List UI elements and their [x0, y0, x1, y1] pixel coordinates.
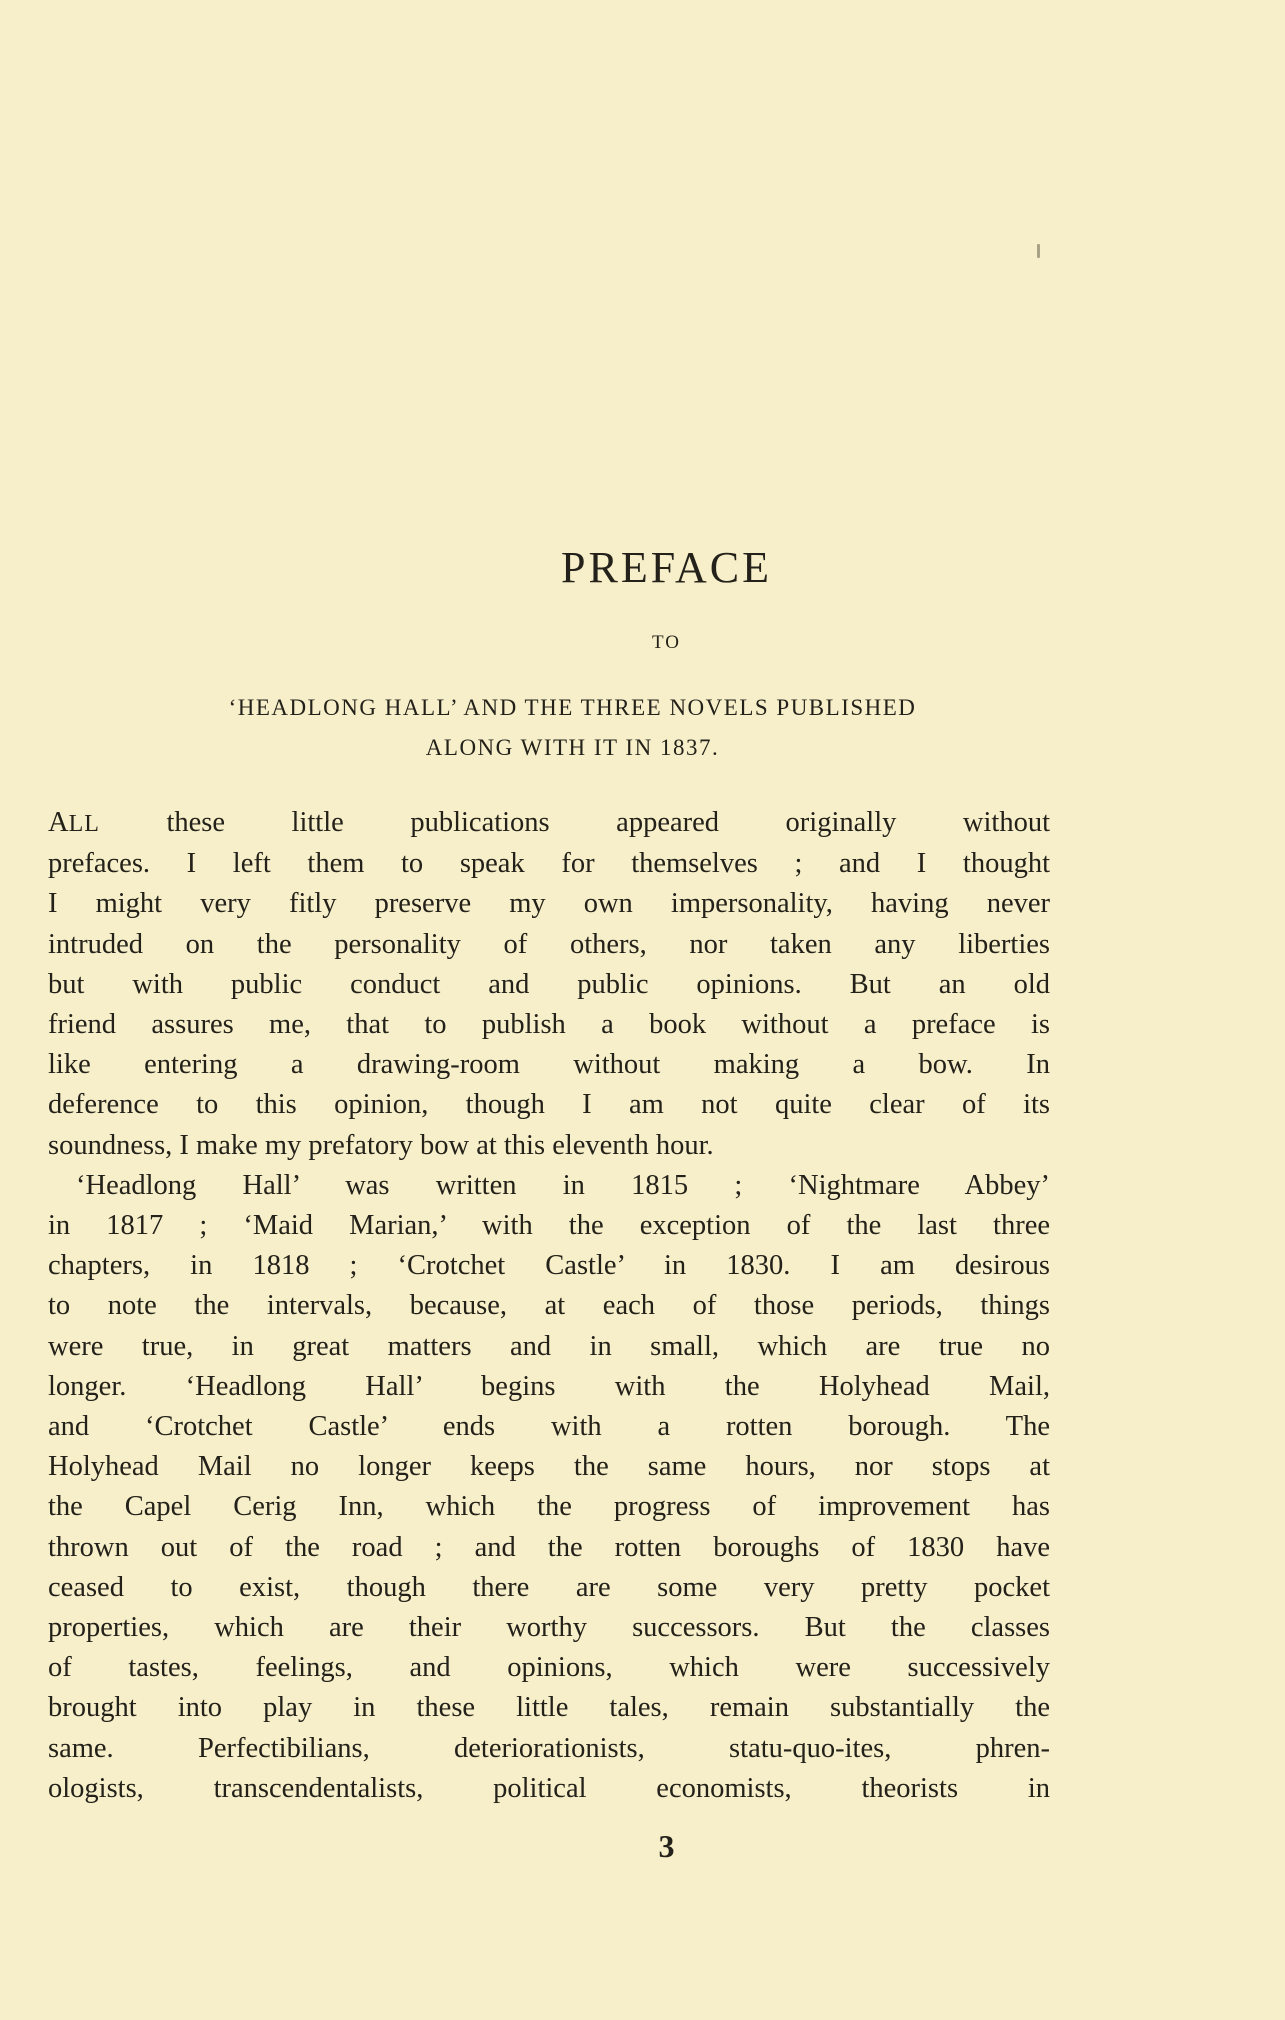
- line-text: like entering a drawing-room without making a bow. In: [48, 1049, 1050, 1081]
- text-line: [48, 1246, 1050, 1286]
- text-line: [48, 1769, 1050, 1809]
- subtitle-line-1: ‘HEADLONG HALL’ AND THE THREE NOVELS PUBLISHED: [228, 695, 917, 720]
- text-line: [48, 1045, 1050, 1085]
- text-line: [48, 1487, 1050, 1527]
- line-text: brought into play in these little tales, remain substantially the: [48, 1692, 1050, 1724]
- line-text: soundness, I make my prefatory bow at this eleventh hour.: [48, 1129, 714, 1161]
- text-line: [48, 884, 1050, 924]
- line-text: friend assures me, that to publish a book without a preface is: [48, 1009, 1050, 1041]
- drop-lead-letter: A: [48, 807, 69, 838]
- text-line: [48, 1206, 1050, 1246]
- line-text: but with public conduct and public opinions. But an old: [48, 968, 1050, 1000]
- text-line: [48, 1085, 1050, 1125]
- line-text: prefaces. I left them to speak for themselves ; and I thought: [48, 848, 1050, 880]
- line-text: thrown out of the road ; and the rotten boroughs of 1830 have: [48, 1531, 1050, 1563]
- text-line: [48, 1447, 1050, 1487]
- text-line: [48, 1568, 1050, 1608]
- line-text: same. Perfectibilians, deteriorationists, statu-quo-ites, phren-: [48, 1732, 1050, 1764]
- subtitle-line-2: ALONG WITH IT IN 1837.: [425, 735, 720, 760]
- text-line: [48, 1608, 1050, 1648]
- line-text: properties, which are their worthy successors. But the classes: [48, 1612, 1050, 1644]
- line-text: these little publications appeared originally without: [99, 807, 1050, 838]
- line-text: to note the intervals, because, at each of those periods, things: [48, 1290, 1050, 1322]
- line-text: ‘Headlong Hall’ was written in 1815 ; ‘Nightmare Abbey’: [76, 1169, 1050, 1201]
- preface-body-text: [48, 803, 1050, 1809]
- text-line: [48, 965, 1050, 1005]
- text-line: [48, 1166, 1050, 1206]
- line-text: I might very fitly preserve my own impersonality, having never: [48, 888, 1050, 920]
- page-subtitle: [70, 688, 1075, 768]
- page-title: PREFACE: [561, 543, 772, 592]
- line-text: were true, in great matters and in small, which are true no: [48, 1330, 1050, 1362]
- text-line: [48, 1286, 1050, 1326]
- line-text: chapters, in 1818 ; ‘Crotchet Castle’ in 1830. I am desirous: [48, 1250, 1050, 1282]
- paper-speck: [1037, 244, 1040, 258]
- line-text: intruded on the personality of others, nor taken any liberties: [48, 928, 1050, 960]
- line-text: in 1817 ; ‘Maid Marian,’ with the exception of the last three: [48, 1210, 1050, 1242]
- text-line: [48, 1407, 1050, 1447]
- line-text: longer. ‘Headlong Hall’ begins with the Holyhead Mail,: [48, 1370, 1050, 1402]
- text-line: [48, 1528, 1050, 1568]
- page-number: 3: [658, 1828, 675, 1864]
- line-text: the Capel Cerig Inn, which the progress of improvement has: [48, 1491, 1050, 1523]
- text-line: [48, 1005, 1050, 1045]
- line-text: of tastes, feelings, and opinions, which were successively: [48, 1652, 1050, 1684]
- title-connector: TO: [652, 632, 681, 653]
- line-text: ceased to exist, though there are some very pretty pocket: [48, 1571, 1050, 1603]
- text-line: [48, 1367, 1050, 1407]
- line-text: Holyhead Mail no longer keeps the same hours, nor stops at: [48, 1451, 1050, 1483]
- small-caps-text: LL: [68, 811, 100, 837]
- text-line: [48, 1729, 1050, 1769]
- line-text: ologists, transcendentalists, political economists, theorists in: [48, 1772, 1050, 1804]
- text-line: [48, 803, 1050, 844]
- text-line: [48, 844, 1050, 884]
- text-line: [48, 1126, 1050, 1166]
- text-line: [48, 1327, 1050, 1367]
- text-line: [48, 1688, 1050, 1728]
- line-text: and ‘Crotchet Castle’ ends with a rotten borough. The: [48, 1411, 1050, 1443]
- text-line: [48, 1648, 1050, 1688]
- text-line: [48, 925, 1050, 965]
- line-text: deference to this opinion, though I am not quite clear of its: [48, 1089, 1050, 1121]
